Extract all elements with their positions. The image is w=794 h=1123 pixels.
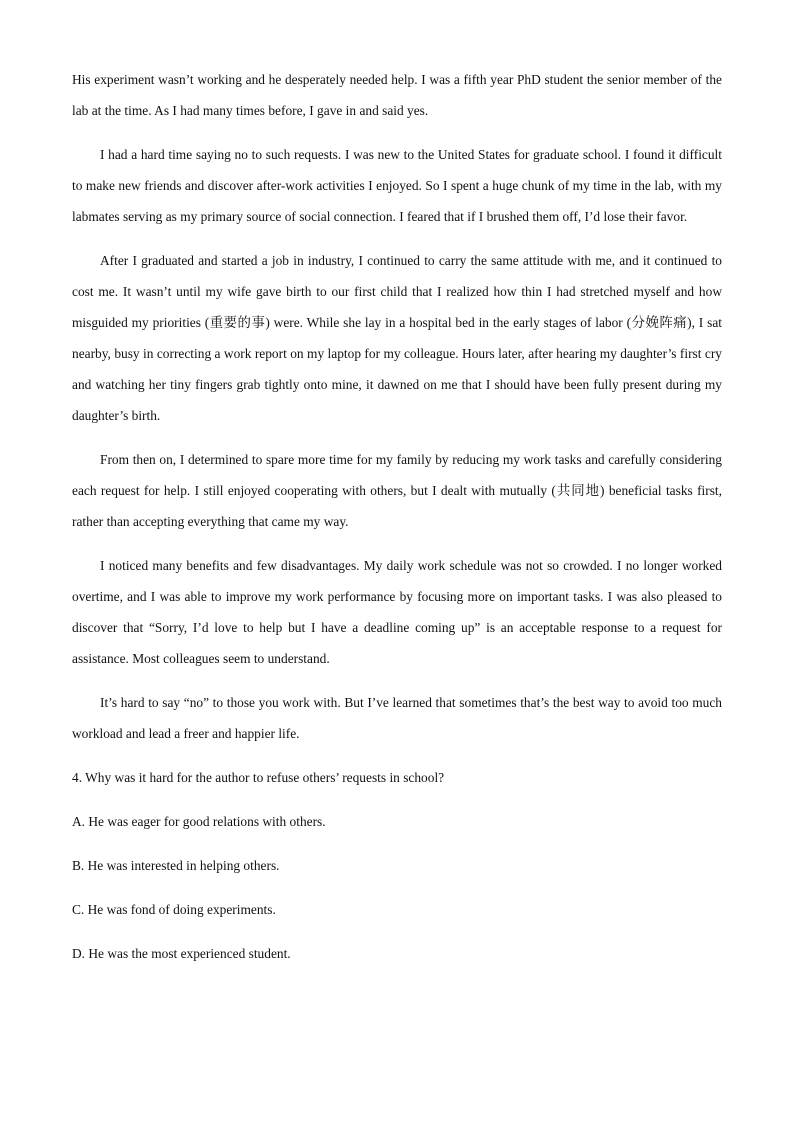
option-b: B. He was interested in helping others.: [72, 858, 280, 873]
document-page: [72, 64, 722, 982]
option-c: C. He was fond of doing experiments.: [72, 902, 276, 917]
question-text: 4. Why was it hard for the author to refuse others’ requests in school?: [72, 770, 445, 785]
passage: [72, 64, 722, 749]
option-d: D. He was the most experienced student.: [72, 946, 291, 961]
paragraph-3: After I graduated and started a job in industry, I continued to carry the same attitude with me, and it continued to cost me. It wasn’t until my wife gave birth to our first child that I realized how thin I had stretched myself and how misguided my priorities (重要的事) were. While she lay in a hospital bed in the early stages of labor (分娩阵痛), I sat nearby, busy in correcting a work report on my laptop for my colleague. Hours later, after hearing my daughter’s first cry and watching her tiny fingers grab tightly onto mine, it dawned on me that I should have been fully present during my daughter’s birth.: [72, 253, 722, 423]
question-block: [72, 762, 722, 969]
paragraph-5: I noticed many benefits and few disadvantages. My daily work schedule was not so crowded. I no longer worked overtime, and I was able to improve my work performance by focusing more on important tasks. I was also pleased to discover that “Sorry, I’d love to help but I have a deadline coming up” is an acceptable response to a request for assistance. Most colleagues seem to understand.: [72, 558, 722, 666]
paragraph-2: I had a hard time saying no to such requests. I was new to the United States for graduate school. I found it difficult to make new friends and discover after-work activities I enjoyed. So I spent a huge chunk of my time in the lab, with my labmates serving as my primary source of social connection. I feared that if I brushed them off, I’d lose their favor.: [72, 147, 722, 224]
paragraph-6: It’s hard to say “no” to those you work with. But I’ve learned that sometimes that’s the best way to avoid too much workload and lead a freer and happier life.: [72, 695, 722, 741]
paragraph-1: His experiment wasn’t working and he desperately needed help. I was a fifth year PhD student the senior member of the lab at the time. As I had many times before, I gave in and said yes.: [72, 72, 722, 118]
option-a: A. He was eager for good relations with others.: [72, 814, 326, 829]
paragraph-4: From then on, I determined to spare more time for my family by reducing my work tasks and carefully considering each request for help. I still enjoyed cooperating with others, but I dealt with mutually (共同地) beneficial tasks first, rather than accepting everything that came my way.: [72, 452, 722, 529]
